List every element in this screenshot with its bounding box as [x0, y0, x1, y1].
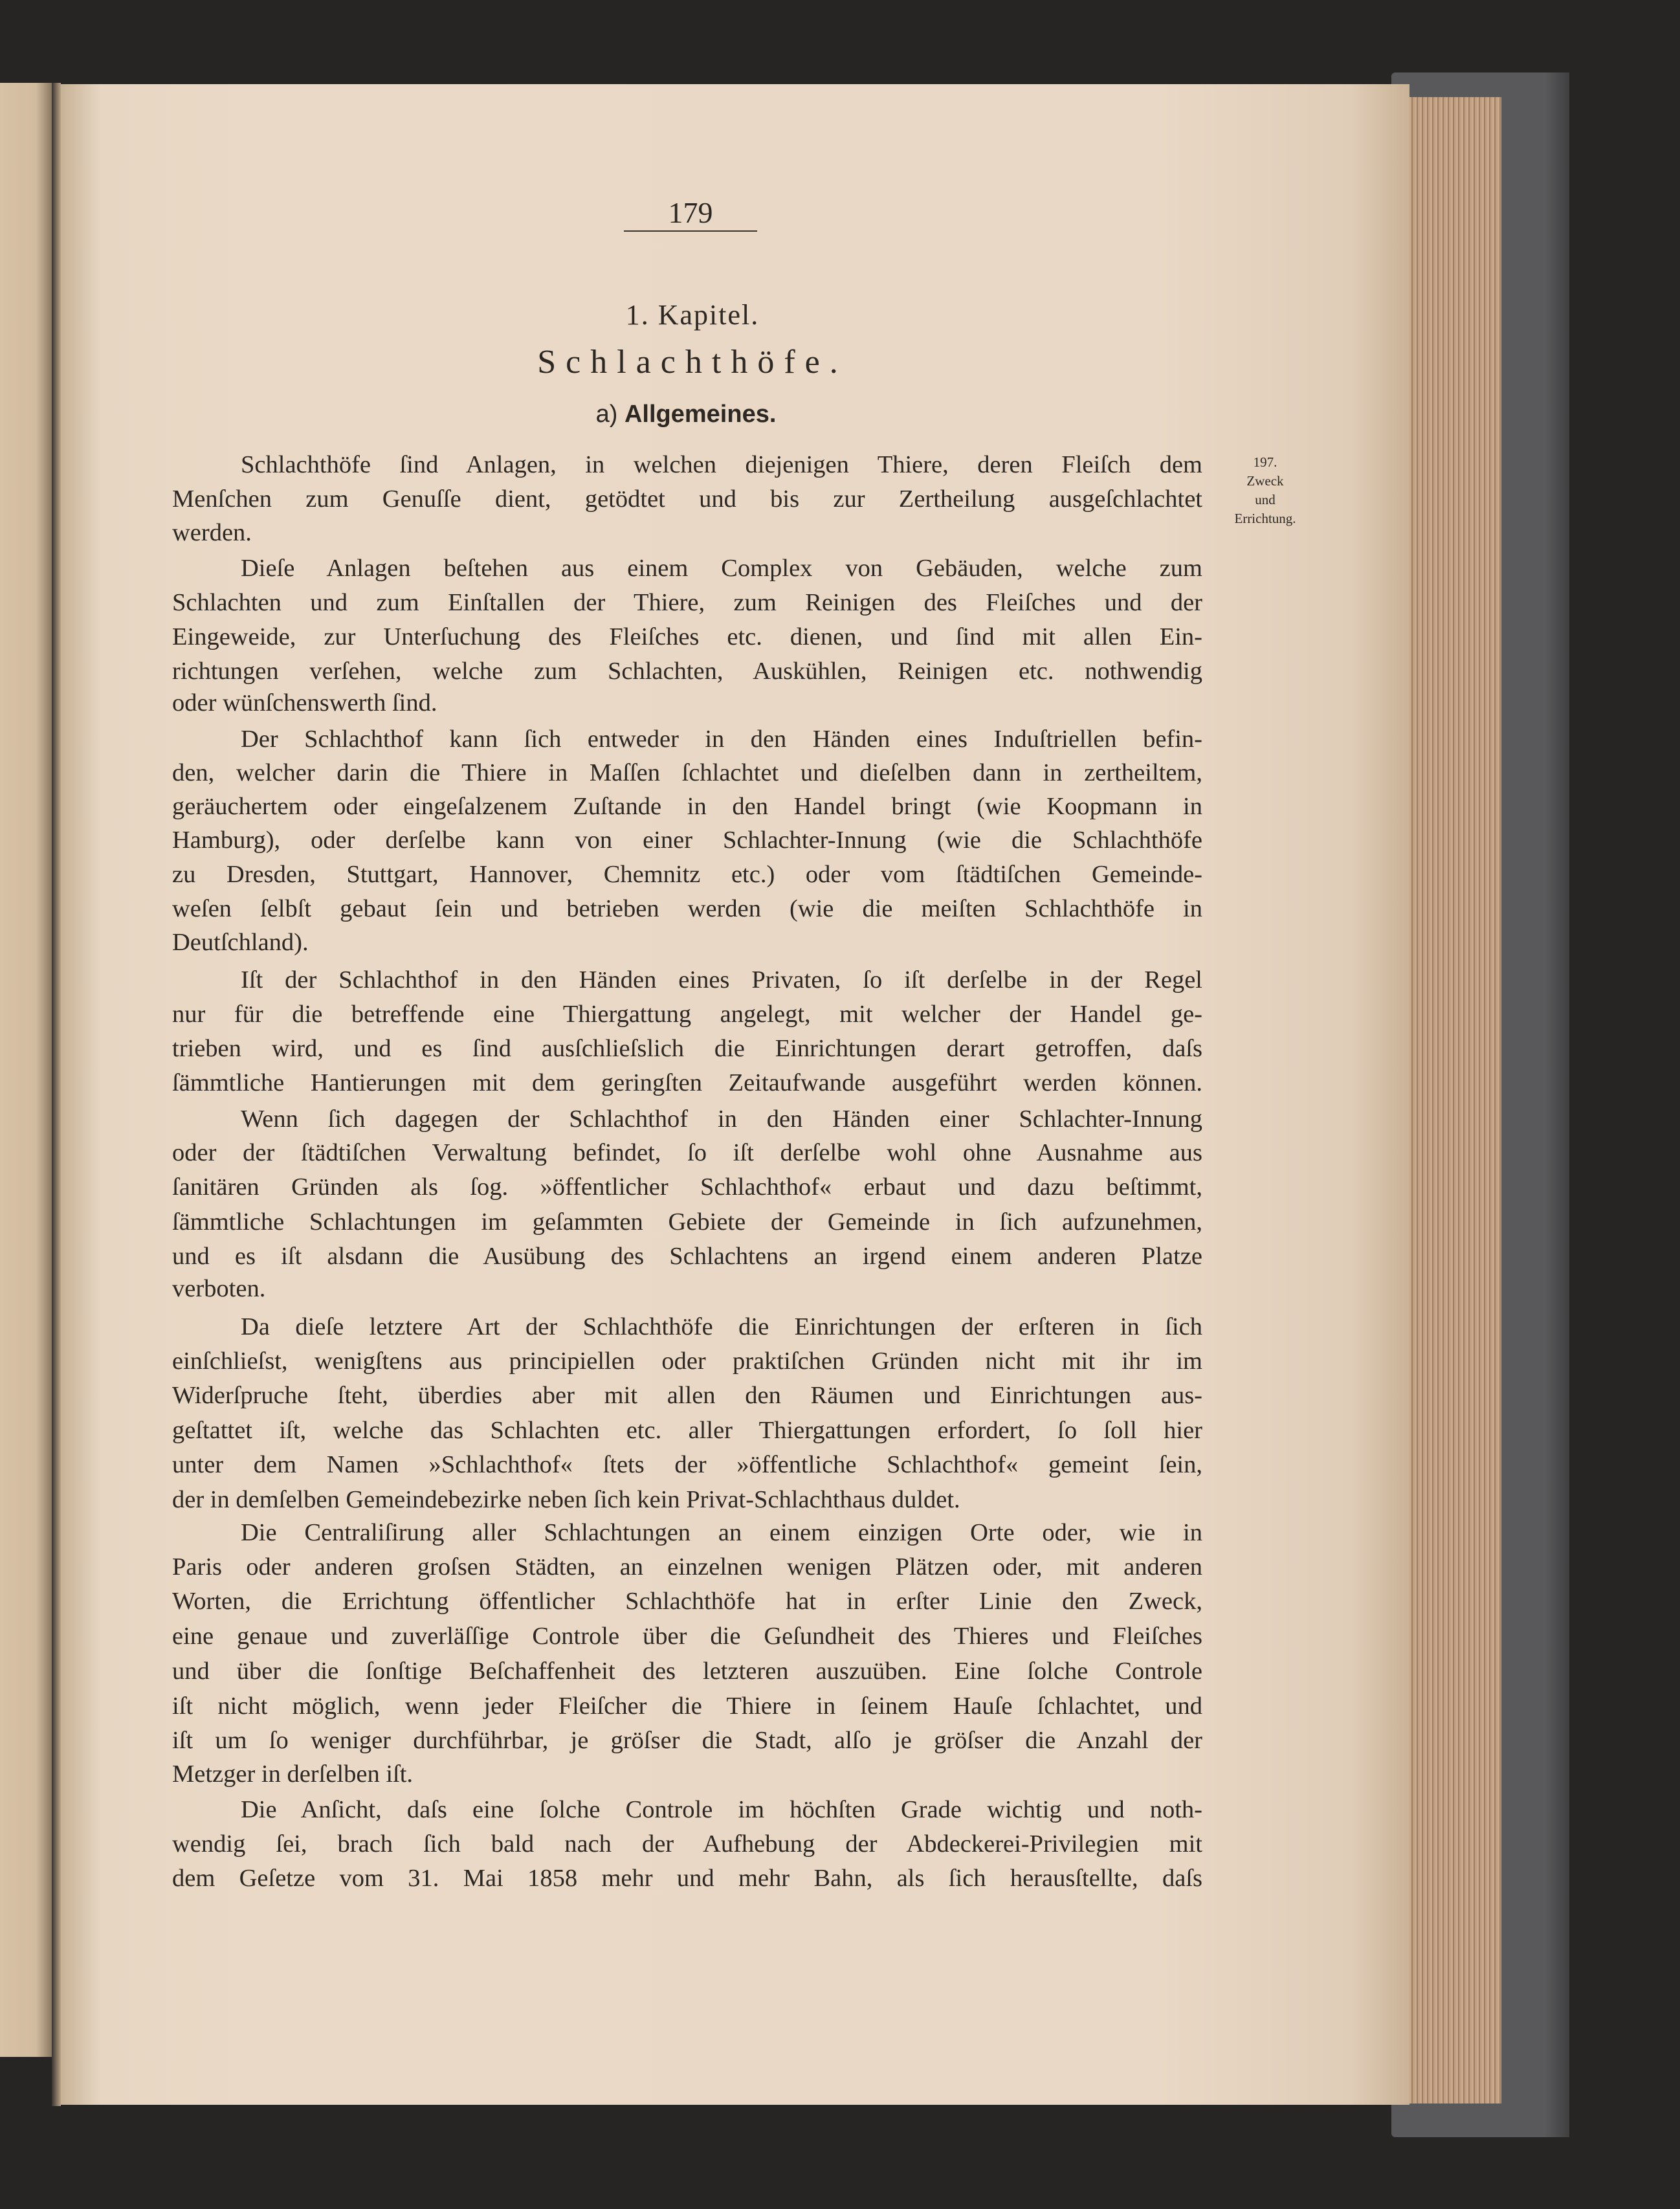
- text-line: Da dieſe letztere Art der Schlachthöfe die Einrichtungen der erſteren in ſich: [241, 1313, 1202, 1340]
- text-line: ſämmtliche Hantierungen mit dem geringſten Zeitaufwande ausgeführt werden können.: [172, 1069, 1202, 1096]
- text-line: nur für die betreffende eine Thiergattung angelegt, mit welcher der Handel ge-: [172, 1001, 1202, 1028]
- marginal-note: [1217, 453, 1314, 528]
- section-heading: [505, 399, 867, 429]
- page-number: 179: [668, 196, 713, 229]
- page-block-edges: [1404, 97, 1501, 2104]
- text-line: ſanitären Gründen als ſog. »öffentlicher Schlachthof« erbaut und dazu beſtimmt,: [172, 1173, 1202, 1201]
- text-line: Widerſpruche ſteht, überdies aber mit allen den Räumen und Einrichtungen aus-: [172, 1382, 1202, 1409]
- text-line: Worten, die Errichtung öffentlicher Schlachthöfe hat in erſter Linie den Zweck,: [172, 1588, 1202, 1615]
- text-line: Dieſe Anlagen beſtehen aus einem Complex von Gebäuden, welche zum: [241, 555, 1202, 582]
- section-title: Allgemeines.: [624, 401, 777, 428]
- chapter-label: 1. Kapitel.: [625, 299, 760, 331]
- text-line: wendig ſei, brach ſich bald nach der Aufhebung der Abdeckerei-Privilegien mit: [172, 1830, 1202, 1858]
- text-line: zu Dresden, Stuttgart, Hannover, Chemnitz etc.) oder vom ſtädtiſchen Gemeinde-: [172, 861, 1202, 888]
- text-line: Schlachthöfe ſind Anlagen, in welchen diejenigen Thiere, deren Fleiſch dem: [241, 451, 1202, 478]
- text-line: trieben wird, und es ſind ausſchlieſslich die Einrichtungen derart getroffen, daſs: [172, 1035, 1202, 1062]
- text-line: Schlachten und zum Einſtallen der Thiere, zum Reinigen des Fleiſches und der: [172, 589, 1202, 616]
- text-line: unter dem Namen »Schlachthof« ſtets der »öffentliche Schlachthof« gemeint ſein,: [172, 1451, 1202, 1478]
- text-line: geräuchertem oder eingeſalzenem Zuſtande in den Handel bringt (wie Koopmann in: [172, 793, 1202, 820]
- text-line: Eingeweide, zur Unterſuchung des Fleiſches etc. dienen, und ſind mit allen Ein-: [172, 623, 1202, 650]
- marginal-note-line: Errichtung.: [1234, 511, 1296, 526]
- text-line: oder wünſchenswerth ſind.: [172, 689, 437, 716]
- text-line: und über die ſonſtige Beſchaffenheit des letzteren auszuüben. Eine ſolche Controle: [172, 1658, 1202, 1685]
- text-line: iſt um ſo weniger durchführbar, je gröſser die Stadt, alſo je gröſser die Anzahl der: [172, 1727, 1202, 1754]
- text-line: richtungen verſehen, welche zum Schlachten, Auskühlen, Reinigen etc. nothwendig: [172, 658, 1202, 685]
- text-line: oder der ſtädtiſchen Verwaltung befindet, ſo iſt derſelbe wohl ohne Ausnahme aus: [172, 1139, 1202, 1166]
- text-line: und es iſt alsdann die Ausübung des Schlachtens an irgend einem anderen Platze: [172, 1243, 1202, 1270]
- text-line: einſchlieſst, wenigſtens aus principiellen oder praktiſchen Gründen nicht mit ihr im: [172, 1348, 1202, 1375]
- gutter-shadow: [52, 83, 61, 2106]
- text-line: eine genaue und zuverläſſige Controle über die Geſundheit des Thieres und Fleiſches: [172, 1623, 1202, 1650]
- facing-page-edge: [0, 83, 52, 2057]
- text-line: Wenn ſich dagegen der Schlachthof in den Händen einer Schlachter-Innung: [241, 1105, 1202, 1133]
- page-number-rule: [624, 230, 757, 232]
- marginal-note-number: 197.: [1253, 454, 1277, 470]
- chapter-title: Schlachthöfe.: [537, 344, 848, 381]
- text-line: weſen ſelbſt gebaut ſein und betrieben werden (wie die meiſten Schlachthöfe in: [172, 895, 1202, 922]
- marginal-note-line: und: [1255, 492, 1276, 507]
- text-line: iſt nicht möglich, wenn jeder Fleiſcher die Thiere in ſeinem Hauſe ſchlachtet, und: [172, 1693, 1202, 1720]
- text-line: Die Centraliſirung aller Schlachtungen an einem einzigen Orte oder, wie in: [241, 1519, 1202, 1546]
- text-line: Deutſchland).: [172, 929, 309, 956]
- text-line: Paris oder anderen groſsen Städten, an einzelnen wenigen Plätzen oder, mit anderen: [172, 1553, 1202, 1581]
- text-line: Die Anſicht, daſs eine ſolche Controle im höchſten Grade wichtig und noth-: [241, 1796, 1202, 1823]
- text-line: Metzger in derſelben iſt.: [172, 1760, 414, 1788]
- text-line: ſämmtliche Schlachtungen im geſammten Gebiete der Gemeinde in ſich aufzunehmen,: [172, 1208, 1202, 1236]
- text-line: den, welcher darin die Thiere in Maſſen ſchlachtet und dieſelben dann in zertheiltem,: [172, 759, 1202, 786]
- text-line: dem Geſetze vom 31. Mai 1858 mehr und mehr Bahn, als ſich herausſtellte, daſs: [172, 1865, 1202, 1892]
- marginal-note-line: Zweck: [1246, 473, 1284, 489]
- text-line: Iſt der Schlachthof in den Händen eines Privaten, ſo iſt derſelbe in der Regel: [241, 966, 1202, 993]
- text-line: Hamburg), oder derſelbe kann von einer Schlachter-Innung (wie die Schlachthöfe: [172, 827, 1202, 854]
- text-line: der in demſelben Gemeindebezirke neben ſich kein Privat-Schlachthaus duldet.: [172, 1486, 960, 1513]
- text-line: Menſchen zum Genuſſe dient, getödtet und bis zur Zertheilung ausgeſchlachtet: [172, 485, 1202, 513]
- text-line: werden.: [172, 519, 252, 546]
- section-marker: a): [595, 401, 618, 428]
- text-line: Der Schlachthof kann ſich entweder in den Händen eines Induſtriellen befin-: [241, 726, 1202, 753]
- text-line: verboten.: [172, 1275, 266, 1302]
- text-line: geſtattet iſt, welche das Schlachten etc. aller Thiergattungen erfordert, ſo ſoll hier: [172, 1417, 1202, 1444]
